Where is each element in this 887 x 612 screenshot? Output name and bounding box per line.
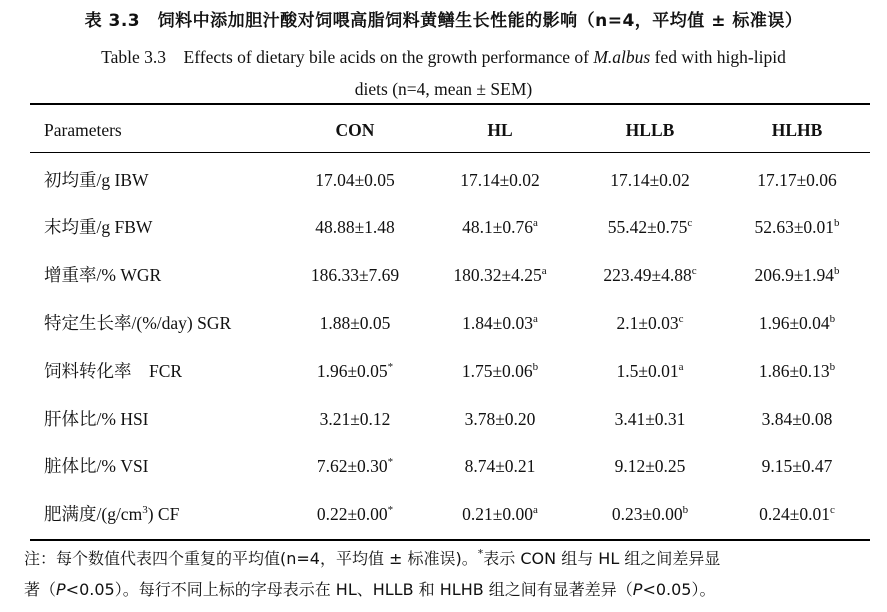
cell-con: 48.88±1.48: [315, 217, 395, 237]
table-row: [30, 494, 870, 534]
table-row: [30, 160, 870, 200]
header-hlhb: HLHB: [771, 120, 823, 140]
cell-hllb: 0.23±0.00$^b$: [611, 504, 689, 524]
cell-hl: 1.84±0.03$^a$: [462, 313, 538, 333]
cell-con: 7.62±0.30*: [316, 456, 394, 476]
species-name: M.albus: [593, 47, 651, 67]
cell-con: 17.04±0.05: [315, 170, 395, 190]
table-top-rule: [30, 103, 870, 105]
cell-hlhb: 17.17±0.06: [757, 170, 837, 190]
table-row: [30, 351, 870, 391]
row-parameter: 肥满度$/(g/cm^3)$ CF: [44, 504, 180, 524]
cell-hllb: 1.5±0.01$^a$: [616, 361, 684, 381]
cell-hl: 8.74±0.21: [464, 456, 536, 476]
table-header-rule: [30, 152, 870, 153]
cell-hl: 180.32±4.25$^a$: [453, 265, 547, 285]
title-en-prefix: Table 3.3 Effects of dietary bile acids on the growth performance of: [101, 47, 594, 67]
row-parameter: 饲料转化率 FCR: [44, 361, 183, 381]
table-title-english-line1: [30, 44, 857, 69]
table-row: [30, 303, 870, 343]
row-parameter: 肝体比/% HSI: [44, 409, 149, 429]
cell-con: 186.33±7.69: [310, 265, 400, 285]
header-hllb: HLLB: [625, 120, 675, 140]
table-header-row: [30, 110, 870, 150]
cell-hlhb: 52.63±0.01$^b$: [754, 217, 840, 237]
cell-hlhb: 1.96±0.04$^b$: [758, 313, 836, 333]
cell-con: 1.88±0.05: [319, 313, 391, 333]
cell-con: 0.22±0.00*: [316, 504, 394, 524]
cell-hl: 1.75±0.06$^b$: [461, 361, 539, 381]
cell-hllb: 2.1±0.03$^c$: [616, 313, 684, 333]
cell-hlhb: 1.86±0.13$^b$: [758, 361, 836, 381]
cell-hlhb: 0.24±0.01$^c$: [759, 504, 835, 524]
cell-hl: 0.21±0.00$^a$: [462, 504, 538, 524]
table-row: [30, 399, 870, 439]
cell-hllb: 9.12±0.25: [614, 456, 686, 476]
table-row: [30, 255, 870, 295]
cell-hllb: 55.42±0.75$^c$: [607, 217, 693, 237]
row-parameter: 末均重/g FBW: [44, 217, 153, 237]
header-parameters: Parameters: [44, 120, 122, 140]
title-en-suffix: fed with high-lipid: [650, 47, 786, 67]
table-title-english-line2: diets (n=4, mean ± SEM): [354, 79, 533, 99]
header-hl: HL: [487, 120, 513, 140]
cell-hl: 17.14±0.02: [460, 170, 540, 190]
cell-hllb: 223.49±4.88$^c$: [603, 265, 697, 285]
table-title-chinese: 表 3.3 饲料中添加胆汁酸对饲喂高脂饲料黄鳝生长性能的影响（n=4，平均值 ± 标准误）: [84, 11, 803, 31]
cell-hl: 48.1±0.76$^a$: [462, 217, 538, 237]
footnote-line1: 注：每个数值代表四个重复的平均值(n=4，平均值 ± 标准误)。*表示 CON 组与 HL 组之间差异显: [24, 547, 721, 568]
row-parameter: 初均重/g IBW: [44, 170, 149, 190]
cell-hl: 3.78±0.20: [464, 409, 536, 429]
table-row: [30, 207, 870, 247]
cell-con: 1.96±0.05*: [316, 361, 394, 381]
row-parameter: 特定生长率/(%/day) SGR: [44, 313, 232, 333]
header-con: CON: [335, 120, 375, 140]
row-parameter: 增重率/% WGR: [44, 265, 162, 285]
table-row: [30, 446, 870, 486]
cell-hllb: 17.14±0.02: [610, 170, 690, 190]
cell-hlhb: 206.9±1.94$^b$: [754, 265, 840, 285]
footnote-line2: 著（P<0.05）。每行不同上标的字母表示在 HL、HLLB 和 HLHB 组之间有显著差异（P<0.05）。: [24, 580, 716, 599]
table-bottom-rule: [30, 539, 870, 541]
cell-con: 3.21±0.12: [319, 409, 391, 429]
cell-hllb: 3.41±0.31: [614, 409, 686, 429]
cell-hlhb: 9.15±0.47: [761, 456, 833, 476]
row-parameter: 脏体比/% VSI: [44, 456, 149, 476]
cell-hlhb: 3.84±0.08: [761, 409, 833, 429]
